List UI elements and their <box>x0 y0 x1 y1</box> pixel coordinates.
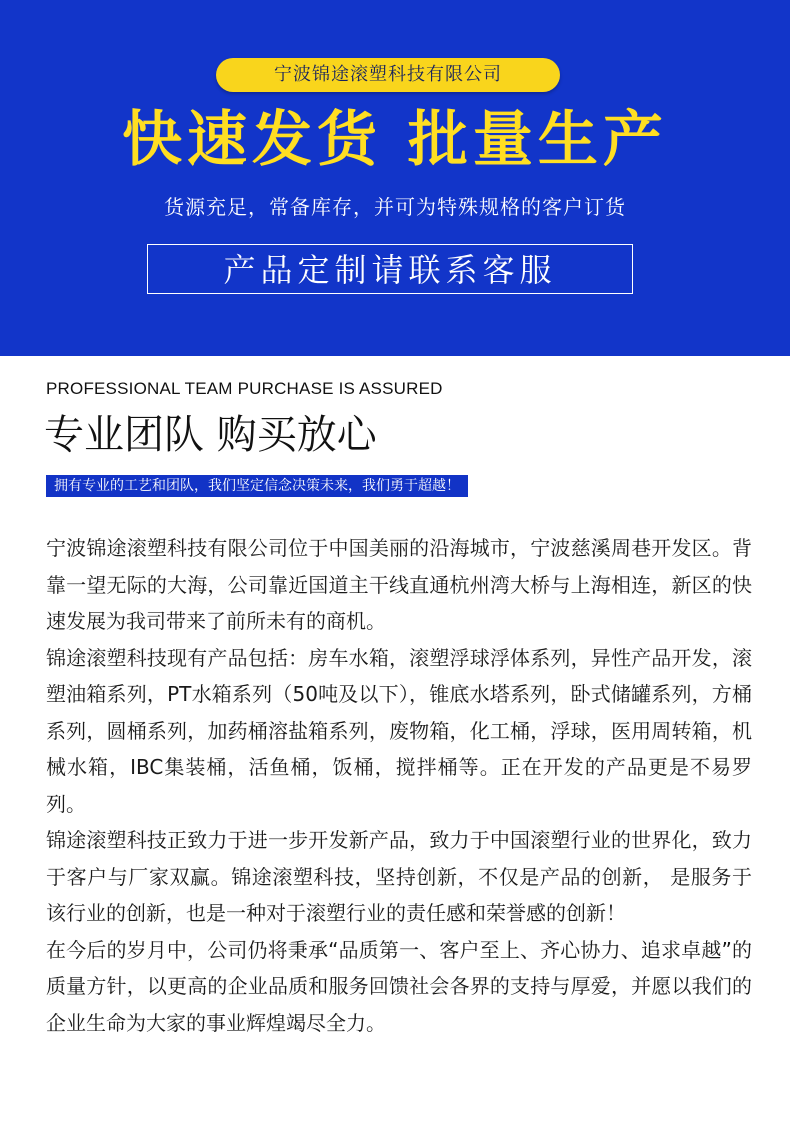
company-name-badge: 宁波锦途滚塑科技有限公司 <box>216 58 560 92</box>
custom-order-notice: 产品定制请联系客服 <box>147 244 633 294</box>
intro-paragraph-location: 宁波锦途滚塑科技有限公司位于中国美丽的沿海城市，宁波慈溪周巷开发区。背靠一望无际的大海，公司靠近国道主干线直通杭州湾大桥与上海相连，新区的快速发展为我司带来了前所未有的商机。 <box>46 536 752 633</box>
promo-banner <box>0 0 790 356</box>
section-title-english: PROFESSIONAL TEAM PURCHASE IS ASSURED <box>46 379 443 398</box>
banner-headline: 快速发货 批量生产 <box>122 105 668 175</box>
company-introduction <box>46 530 752 1041</box>
banner-subline: 货源充足，常备库存，并可为特殊规格的客户订货 <box>164 195 626 219</box>
section-title-chinese: 专业团队 购买放心 <box>44 412 377 458</box>
intro-paragraph-policy: 在今后的岁月中，公司仍将秉承“品质第一、客户至上、齐心协力、追求卓越”的质量方针，以更高的企业品质和服务回馈社会各界的支持与厚爱，并愿以我们的企业生命为大家的事业辉煌竭尽全力。 <box>46 937 752 1035</box>
intro-paragraph-mission: 锦途滚塑科技正致力于进一步开发新产品，致力于中国滚塑行业的世界化，致力于客户与厂家双赢。锦途滚塑科技，坚持创新，不仅是产品的创新， 是服务于该行业的创新，也是一种对于滚塑行业的责任感和荣誉感的创新！ <box>46 828 752 925</box>
team-slogan-badge: 拥有专业的工艺和团队，我们坚定信念决策未来，我们勇于超越！ <box>46 475 468 497</box>
intro-paragraph-products: 锦途滚塑科技现有产品包括：房车水箱，滚塑浮球浮体系列，异性产品开发，滚塑油箱系列，PT水箱系列（50吨及以下），锥底水塔系列，卧式储罐系列，方桶系列，圆桶系列，加药桶溶盐箱系列，废物箱，化工桶，浮球，医用周转箱，机械水箱，IBC集装桶，活鱼桶，饭桶，搅拌桶等。正在开发的产品更是不易罗列。 <box>46 645 752 816</box>
